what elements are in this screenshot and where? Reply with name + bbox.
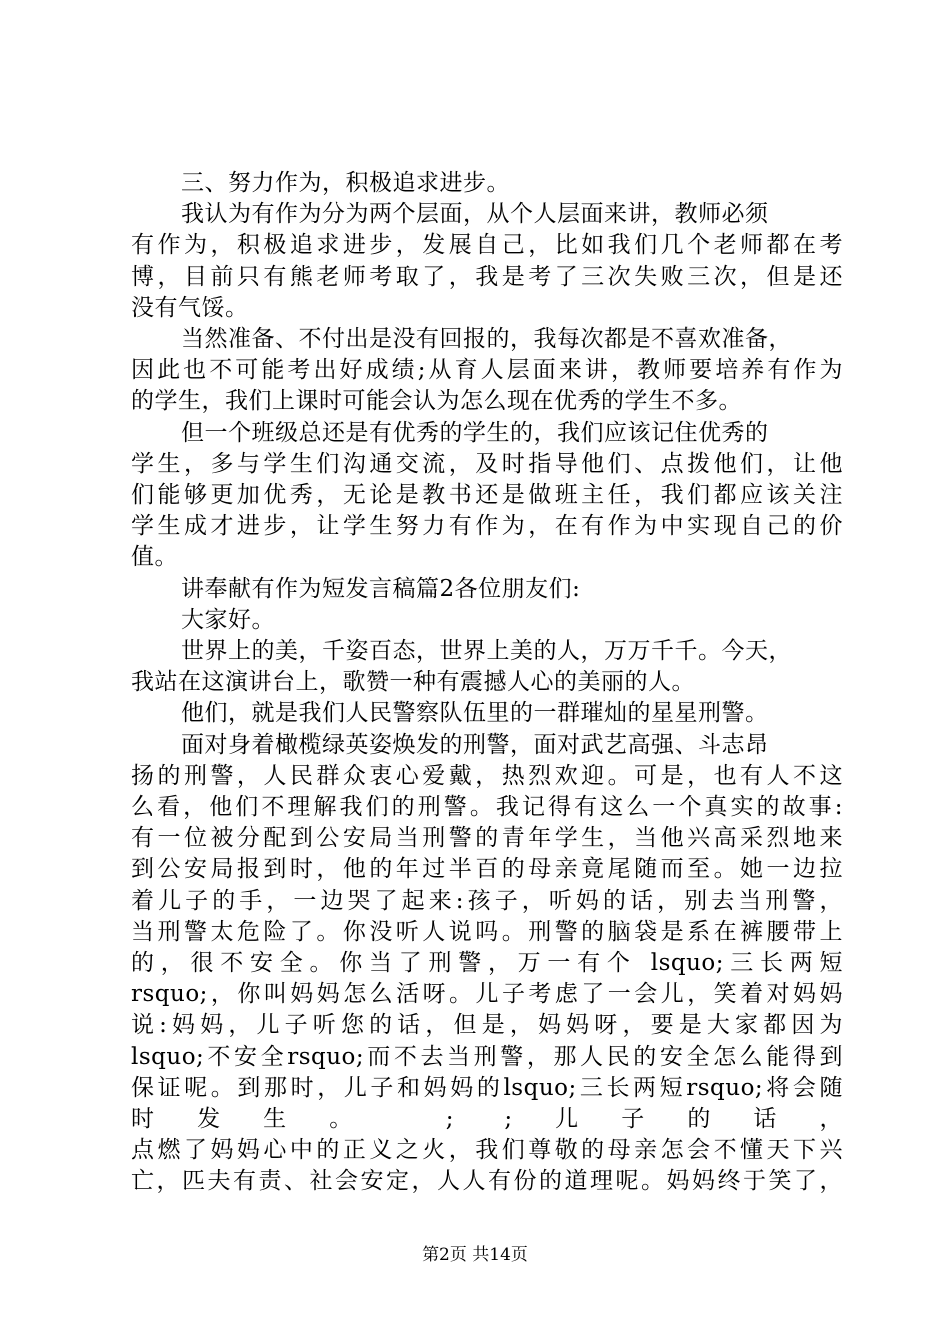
text-line: 三、努力作为，积极追求进步。 <box>181 170 510 196</box>
text-line: 扬的刑警，人民群众衷心爱戴，热烈欢迎。可是，也有人不这 <box>131 762 843 789</box>
text-line: 么看，他们不理解我们的刑警。我记得有这么一个真实的故事: <box>131 794 843 820</box>
text-line: 点燃了妈妈心中的正义之火，我们尊敬的母亲怎会不懂天下兴 <box>131 1137 843 1164</box>
text-line: 保证呢。到那时，儿子和妈妈的lsquo;三长两短rsquo;将会随 <box>131 1074 843 1101</box>
text-line: 面对身着橄榄绿英姿焕发的刑警，面对武艺高强、斗志昂 <box>181 731 769 758</box>
text-line: 但一个班级总还是有优秀的学生的，我们应该记住优秀的 <box>181 419 769 446</box>
text-line: 的，很不安全。你当了刑警，万一有个 lsquo;三长两短 <box>131 950 843 976</box>
text-line: 的学生，我们上课时可能会认为怎么现在优秀的学生不多。 <box>131 388 742 415</box>
text-line: 有作为，积极追求进步，发展自己，比如我们几个老师都在考 <box>131 232 843 259</box>
text-line: 讲奉献有作为短发言稿篇2各位朋友们: <box>181 575 581 602</box>
text-line: 到公安局报到时，他的年过半百的母亲竟尾随而至。她一边拉 <box>131 856 843 883</box>
text-line: 当然准备、不付出是没有回报的，我每次都是不喜欢准备， <box>181 326 792 352</box>
text-line: 因此也不可能考出好成绩;从育人层面来讲，教师要培养有作为 <box>131 357 843 384</box>
text-line: 着儿子的手，一边哭了起来:孩子，听妈的话，别去当刑警， <box>131 887 843 914</box>
text-line: 没有气馁。 <box>131 294 249 321</box>
text-line: 我站在这演讲台上，歌赞一种有震撼人心的美丽的人。 <box>131 669 695 696</box>
text-line: 说:妈妈，儿子听您的话，但是，妈妈呀，要是大家都因为 <box>131 1012 843 1039</box>
text-line: 学生成才进步，让学生努力有作为，在有作为中实现自己的价 <box>131 513 843 540</box>
text-line: 当刑警太危险了。你没听人说吗。刑警的脑袋是系在裤腰带上 <box>131 918 843 945</box>
text-line: rsquo;，你叫妈妈怎么活呀。儿子考虑了一会儿，笑着对妈妈 <box>131 981 843 1008</box>
text-line: 世界上的美，千姿百态，世界上美的人，万万千千。今天， <box>181 638 792 664</box>
text-line: 们能够更加优秀，无论是教书还是做班主任，我们都应该关注 <box>131 482 843 508</box>
text-line: 他们，就是我们人民警察队伍里的一群璀灿的星星刑警。 <box>181 700 769 727</box>
text-line: 我认为有作为分为两个层面，从个人层面来讲，教师必须 <box>181 201 769 228</box>
text-line: 大家好。 <box>181 606 275 633</box>
text-line: 学生，多与学生们沟通交流，及时指导他们、点拨他们，让他 <box>131 450 843 477</box>
text-line: 值。 <box>131 544 178 571</box>
text-line: lsquo;不安全rsquo;而不去当刑警，那人民的安全怎么能得到 <box>131 1043 843 1070</box>
text-line: 博，目前只有熊老师考取了，我是考了三次失败三次，但是还 <box>131 263 843 290</box>
text-line: 亡，匹夫有责、社会安定，人人有份的道理呢。妈妈终于笑了， <box>131 1168 843 1195</box>
page-number-footer: 第2页 共14页 <box>422 1245 528 1265</box>
text-line: 时发生。 ; ;儿子的话， <box>131 1106 843 1132</box>
text-line: 有一位被分配到公安局当刑警的青年学生，当他兴高采烈地来 <box>131 825 843 852</box>
